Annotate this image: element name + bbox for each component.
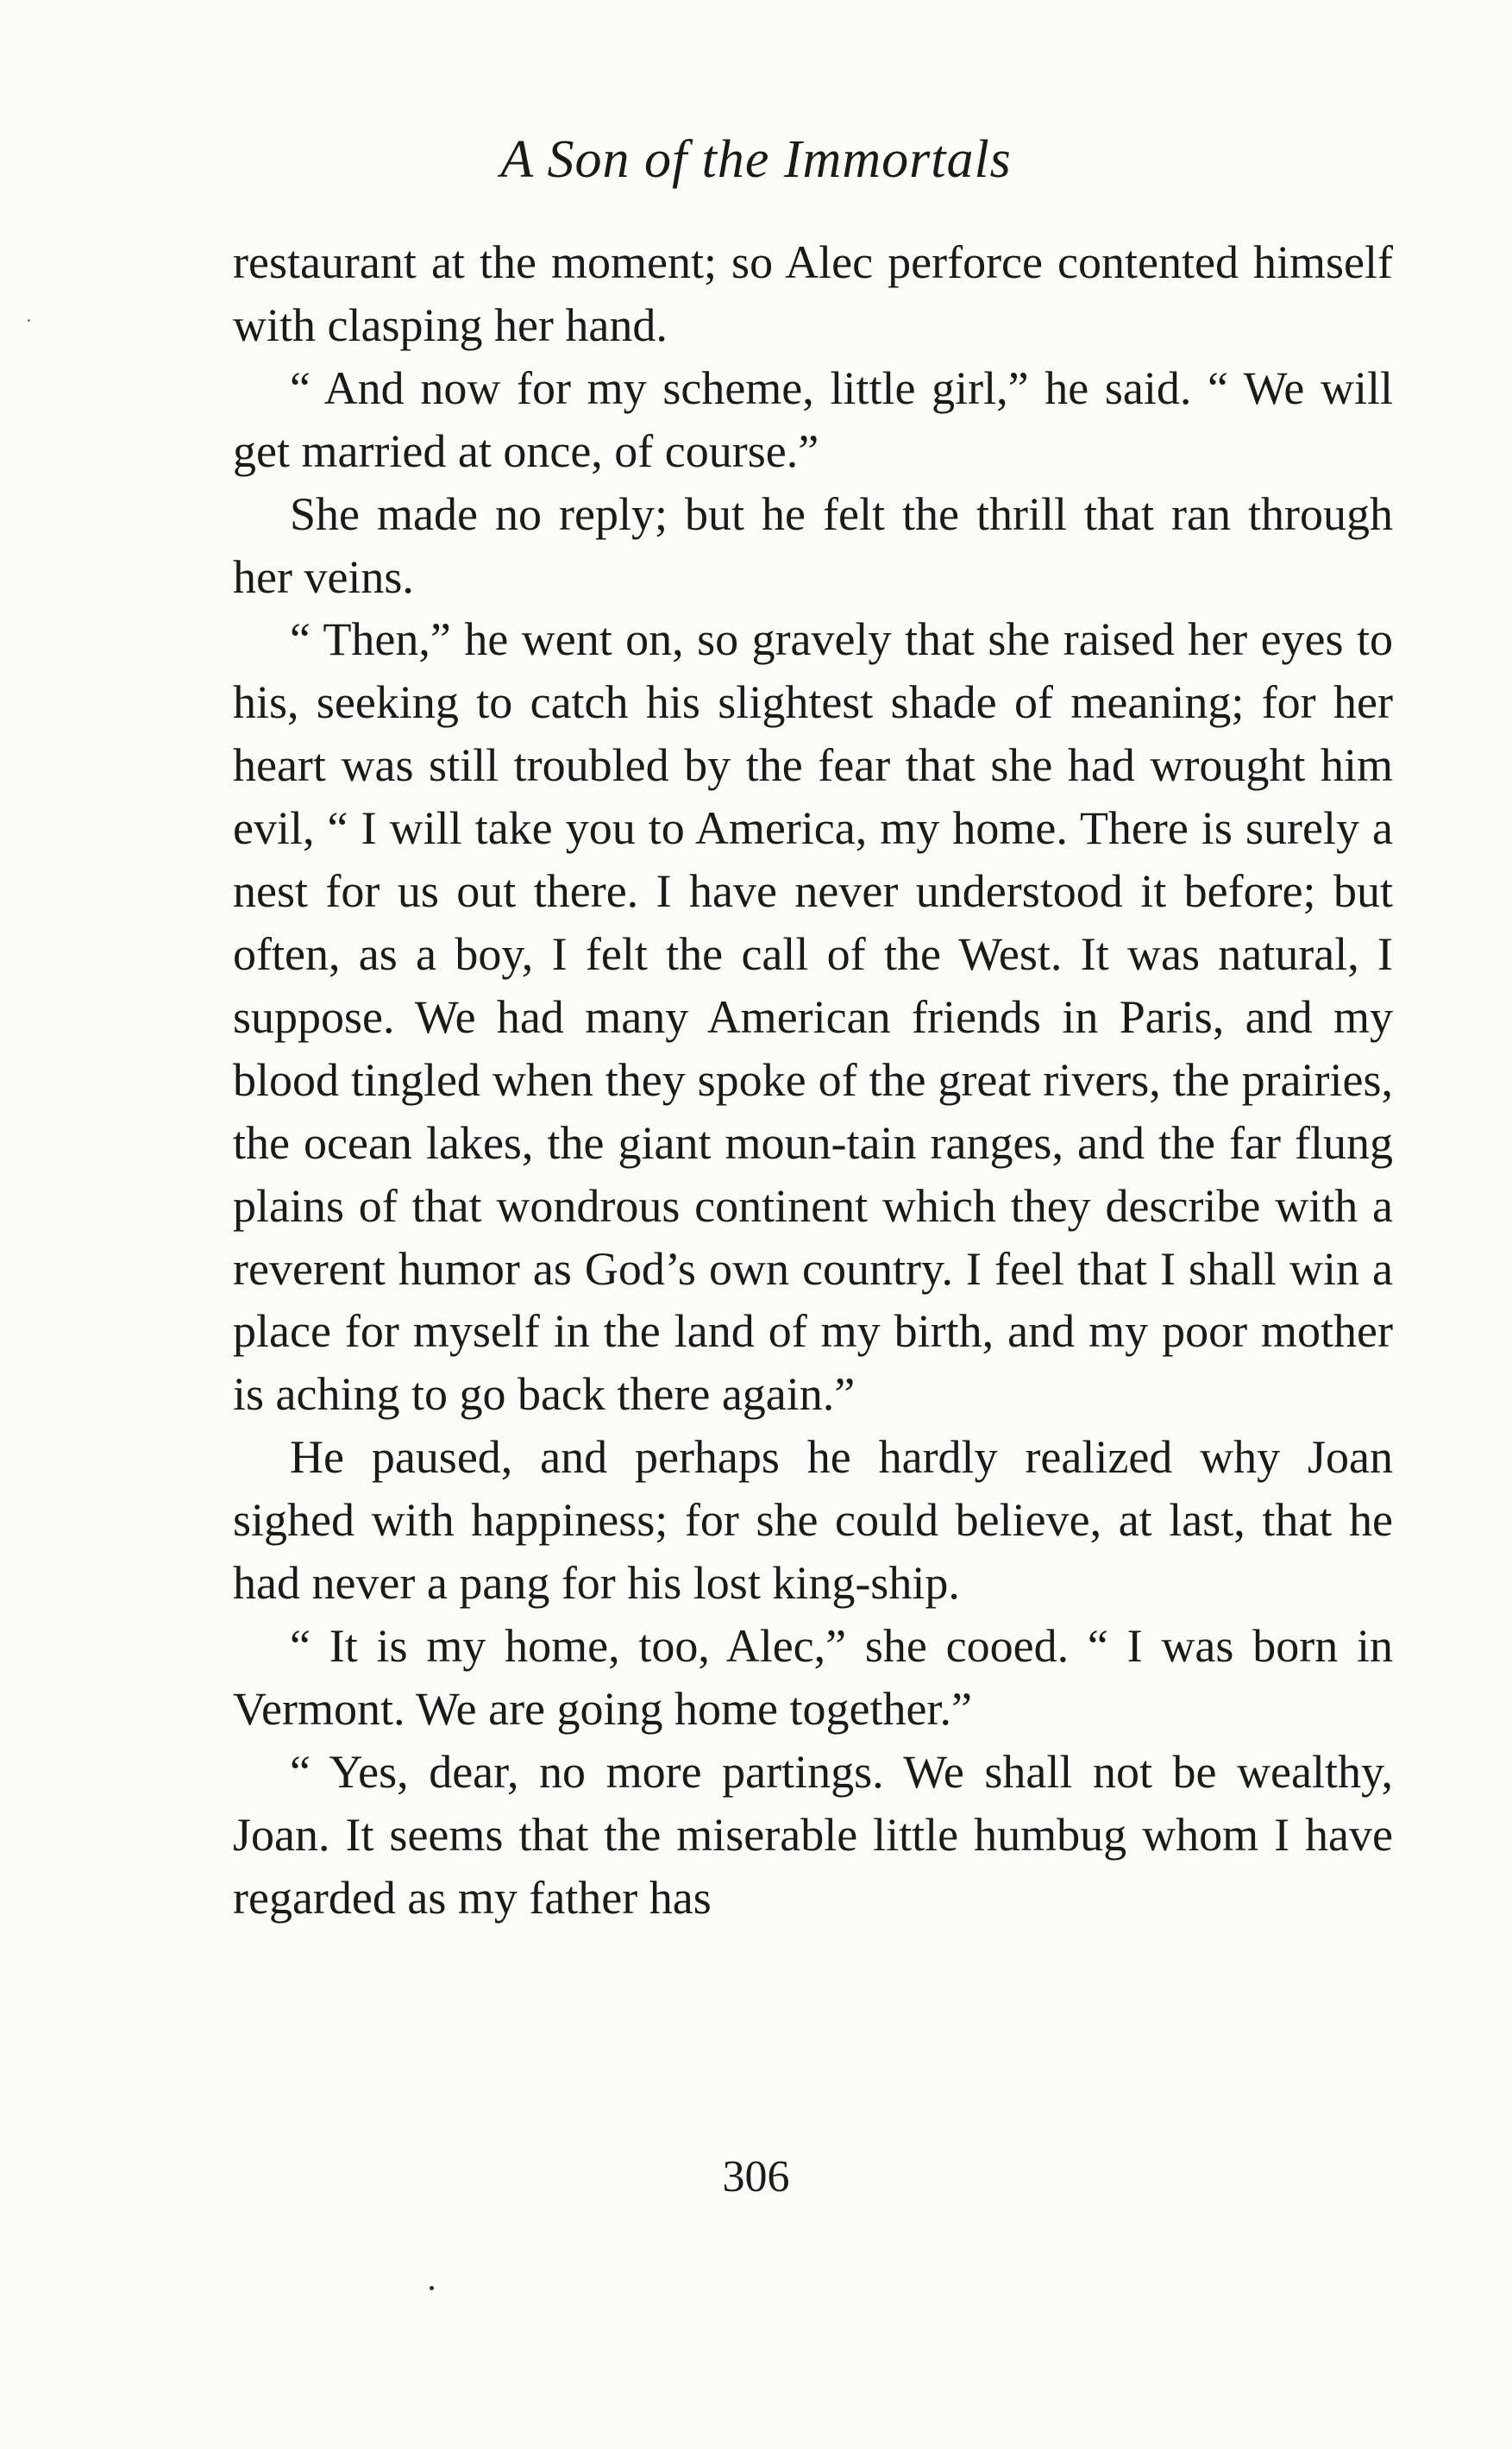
paragraph-5: He paused, and perhaps he hardly realized why Joan sighed with happiness; for she could believe, at last, that he had never a pang for his lost king-ship. — [233, 1431, 1393, 1610]
paragraph-6: “ It is my home, too, Alec,” she cooed. “ I was born in Vermont. We are going home together.” — [233, 1619, 1393, 1735]
paragraph-1-continued: restaurant at the moment; so Alec perforce contented himself with clasping her hand. — [233, 236, 1393, 351]
paragraph-2: “ And now for my scheme, little girl,” he said. “ We will get married at once, of course.” — [233, 361, 1393, 477]
page-body-text — [233, 231, 1393, 1929]
page-number: 306 — [722, 2152, 790, 2201]
paragraph-7: “ Yes, dear, no more partings. We shall not be wealthy, Joan. It seems that the miserable little humbug whom I have regarded as my father has — [233, 1745, 1393, 1924]
paragraph-4: “ Then,” he went on, so gravely that she raised her eyes to his, seeking to catch his slightest shade of meaning; for her heart was still troubled by the fear that she had wrought him evil, “ I will take you to America, my home. There is surely a nest for us out there. I have never understood it before; but often, as a boy, I felt the call of the West. It was natural, I suppose. We had many American friends in Paris, and my blood tingled when they spoke of the great rivers, the prairies, the ocean lakes, the giant moun-tain ranges, and the far flung plains of that wondrous continent which they describe with a reverent humor as God’s own country. I feel that I shall win a place for myself in the land of my birth, and my poor mother is aching to go back there again.” — [233, 613, 1393, 1421]
print-speck — [430, 2286, 434, 2290]
running-header-title: A Son of the Immortals — [500, 130, 1012, 189]
print-speck — [28, 319, 30, 322]
paragraph-3: She made no reply; but he felt the thrill that ran through her veins. — [233, 487, 1393, 603]
